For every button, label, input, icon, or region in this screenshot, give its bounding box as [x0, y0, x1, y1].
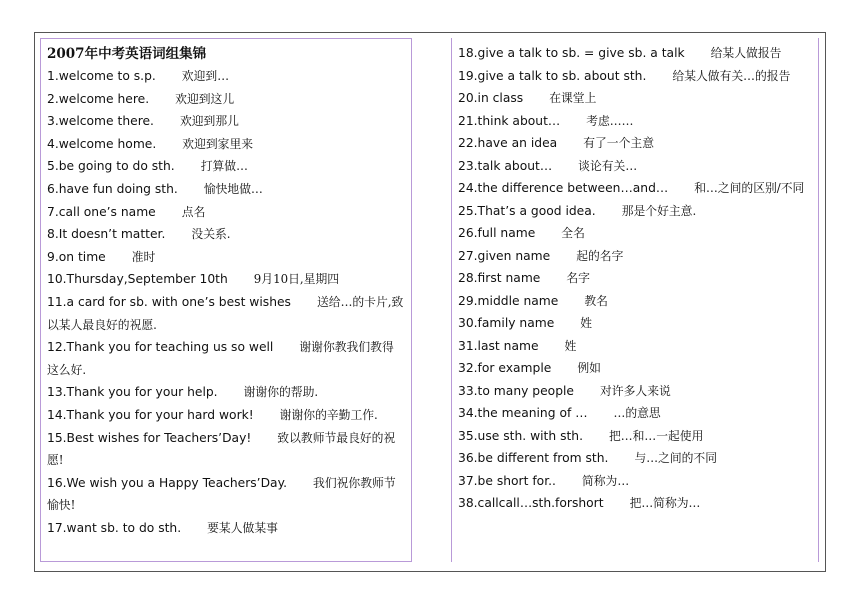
phrase-english: 31.last name	[458, 338, 539, 353]
phrase-entry	[47, 133, 405, 156]
phrase-chinese: 在课堂上	[549, 91, 597, 105]
phrase-chinese: 谢谢你的帮助.	[243, 385, 319, 400]
phrase-english: 8.It doesn’t matter.	[47, 227, 166, 242]
phrase-chinese: 名字	[566, 271, 590, 285]
phrase-entry	[458, 447, 818, 470]
phrase-chinese: 欢迎到这儿	[175, 91, 235, 106]
phrase-english: 4.welcome home.	[47, 136, 157, 151]
phrase-chinese: 考虑……	[586, 113, 634, 128]
phrase-english: 37.be short for..	[458, 473, 556, 488]
phrase-chinese: 简称为…	[581, 473, 630, 488]
phrase-entry	[47, 246, 405, 269]
phrase-entry	[47, 201, 405, 224]
phrase-list-right	[458, 42, 818, 515]
phrase-entry	[458, 290, 818, 313]
phrase-chinese: 打算做…	[200, 159, 248, 174]
phrase-chinese: 姓	[564, 338, 577, 353]
phrase-entry	[458, 380, 818, 403]
phrase-chinese: 欢迎到家里来	[182, 136, 254, 151]
phrase-chinese: 要某人做某事	[207, 520, 278, 535]
phrase-entry	[458, 402, 818, 425]
phrase-entry	[47, 336, 405, 381]
phrase-entry	[458, 132, 818, 155]
phrase-english: 1.welcome to s.p.	[47, 69, 156, 83]
phrase-chinese: 给某人做有关…的报告	[672, 68, 791, 83]
phrase-english: 24.the difference between…and…	[458, 181, 669, 195]
phrase-english: 25.That’s a good idea.	[458, 203, 596, 218]
phrase-entry	[47, 223, 405, 246]
phrase-english: 32.for example	[458, 361, 552, 375]
phrase-chinese: 谢谢你教我们教得这么好.	[47, 340, 394, 377]
phrase-english: 17.want sb. to do sth.	[47, 520, 182, 535]
phrase-chinese: 准时	[131, 249, 156, 264]
phrase-english: 18.give a talk to sb. = give sb. a talk	[458, 46, 685, 60]
phrase-chinese: 那是个好主意.	[621, 203, 697, 218]
phrase-entry	[458, 425, 818, 448]
phrase-chinese: 教名	[584, 293, 608, 308]
phrase-english: 14.Thank you for your hard work!	[47, 407, 254, 422]
phrase-entry	[47, 404, 405, 427]
phrase-english: 13.Thank you for your help.	[47, 385, 218, 400]
phrase-english: 15.Best wishes for Teachers’Day!	[47, 430, 252, 445]
phrase-chinese: 我们祝你教师节愉快!	[47, 475, 396, 513]
phrase-entry	[47, 291, 405, 336]
phrase-chinese: 欢迎到…	[181, 69, 229, 83]
phrase-chinese: 没关系.	[191, 227, 231, 242]
phrase-english: 6.have fun doing sth.	[47, 181, 178, 196]
phrase-entry	[458, 155, 818, 178]
phrase-english: 35.use sth. with sth.	[458, 428, 583, 443]
phrase-entry	[47, 472, 405, 517]
phrase-chinese: …的意思	[613, 406, 661, 420]
phrase-entry	[47, 268, 405, 291]
phrase-entry	[458, 200, 818, 223]
left-column	[40, 38, 412, 562]
phrase-entry	[458, 357, 818, 380]
phrase-english: 27.given name	[458, 248, 551, 263]
right-column	[451, 38, 819, 562]
phrase-chinese: 欢迎到那儿	[179, 114, 239, 129]
phrase-english: 11.a card for sb. with one’s best wishes	[47, 294, 291, 309]
phrase-english: 20.in class	[458, 91, 524, 105]
phrase-list-left	[47, 65, 405, 539]
phrase-english: 34.the meaning of …	[458, 406, 588, 420]
phrase-entry	[458, 267, 818, 290]
phrase-chinese: 把…简称为…	[629, 496, 701, 510]
phrase-entry	[458, 245, 818, 268]
phrase-entry	[47, 178, 405, 201]
phrase-entry	[458, 312, 818, 335]
phrase-entry	[458, 177, 818, 200]
phrase-entry	[47, 155, 405, 178]
phrase-chinese: 致以教师节最良好的祝愿!	[47, 430, 396, 468]
phrase-english: 19.give a talk to sb. about sth.	[458, 68, 647, 83]
phrase-english: 36.be different from sth.	[458, 451, 609, 465]
phrase-english: 29.middle name	[458, 293, 559, 308]
phrase-chinese: 给某人做报告	[710, 46, 782, 60]
phrase-entry	[47, 517, 405, 540]
phrase-entry	[458, 335, 818, 358]
phrase-english: 5.be going to do sth.	[47, 159, 175, 174]
phrase-entry	[47, 427, 405, 472]
phrase-english: 16.We wish you a Happy Teachers’Day.	[47, 475, 288, 490]
phrase-english: 28.first name	[458, 271, 541, 285]
phrase-entry	[47, 65, 405, 88]
phrase-english: 22.have an idea	[458, 136, 558, 150]
phrase-english: 10.Thursday,September 10th	[47, 272, 228, 287]
phrase-chinese: 例如	[577, 361, 601, 375]
phrase-chinese: 姓	[580, 316, 593, 330]
phrase-entry	[458, 110, 818, 133]
phrase-chinese: 起的名字	[576, 248, 624, 263]
phrase-chinese: 谢谢你的辛勤工作.	[279, 407, 378, 422]
phrase-english: 21.think about…	[458, 113, 561, 128]
phrase-english: 26.full name	[458, 226, 536, 240]
phrase-english: 30.family name	[458, 316, 555, 330]
phrase-entry	[458, 492, 818, 515]
phrase-chinese: 点名	[181, 204, 206, 219]
phrase-entry	[458, 222, 818, 245]
phrase-chinese: 送给…的卡片,致以某人最良好的祝愿.	[47, 294, 404, 332]
phrase-english: 23.talk about…	[458, 158, 553, 173]
phrase-entry	[47, 110, 405, 133]
document-title: 2007年中考英语词组集锦	[47, 46, 207, 62]
phrase-chinese: 9月10日,星期四	[253, 272, 340, 287]
phrase-chinese: 有了一个主意	[583, 136, 654, 150]
phrase-english: 38.callcall…sth.forshort	[458, 496, 604, 510]
phrase-english: 33.to many people	[458, 383, 574, 398]
phrase-english: 9.on time	[47, 249, 106, 264]
phrase-entry	[458, 65, 818, 88]
phrase-chinese: 和…之间的区别/不同	[694, 181, 805, 195]
phrase-entry	[47, 88, 405, 111]
phrase-english: 7.call one’s name	[47, 204, 156, 219]
phrase-entry	[47, 381, 405, 404]
phrase-chinese: 全名	[561, 226, 585, 240]
phrase-chinese: 与…之间的不同	[634, 451, 718, 465]
phrase-chinese: 对许多人来说	[600, 383, 671, 398]
phrase-english: 12.Thank you for teaching us so well	[47, 340, 274, 355]
phrase-english: 3.welcome there.	[47, 114, 154, 129]
phrase-entry	[458, 470, 818, 493]
phrase-chinese: 愉快地做…	[203, 181, 263, 196]
phrase-chinese: 把…和…一起使用	[609, 428, 704, 443]
phrase-chinese: 谈论有关…	[578, 158, 638, 173]
phrase-entry	[458, 87, 818, 110]
phrase-entry	[458, 42, 818, 65]
phrase-english: 2.welcome here.	[47, 91, 150, 106]
